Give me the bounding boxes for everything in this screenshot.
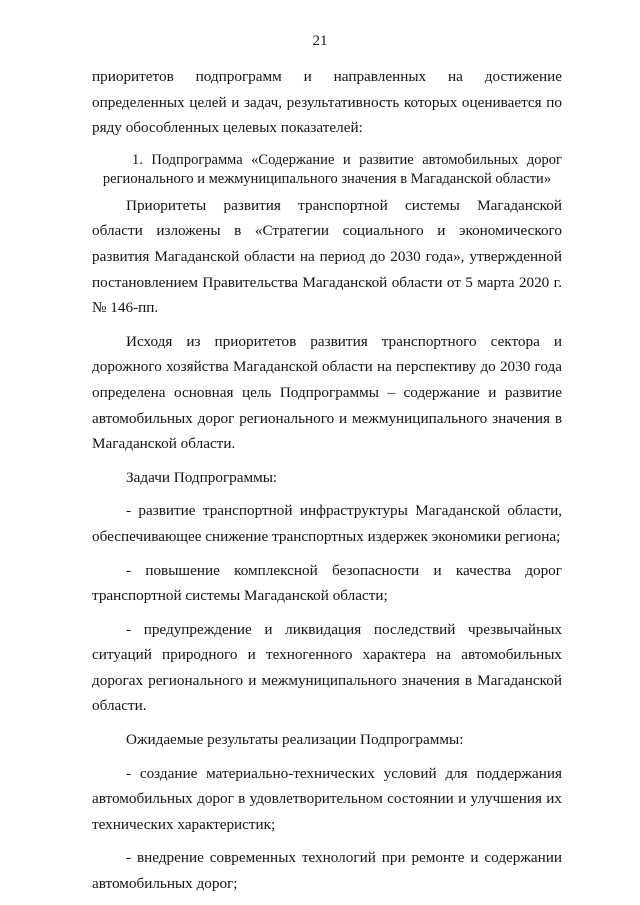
subprogram-heading-line-1: 1. Подпрограмма «Содержание и развитие автомобильных дорог [132,151,562,168]
task-item-1: - развитие транспортной инфраструктуры Магаданской области, обеспечивающее снижение транспортных издержек экономики региона; [92,502,562,545]
priorities-paragraph: Приоритеты развития транспортной системы Магаданской области изложены в «Стратегии социального и экономического развития Магаданской области на период до 2030 года», утвержденной постановлением Правительства Магаданской области от 5 марта 2020 г. № 146-пп. [92,196,562,317]
task-item-3: - предупреждение и ликвидация последствий чрезвычайных ситуаций природного и техногенного характера на автомобильных дорогах регионального и межмуниципального значения в Магаданской области. [92,620,562,715]
goal-paragraph: Исходя из приоритетов развития транспортного сектора и дорожного хозяйства Магаданской области на перспективу до 2030 года определена основная цель Подпрограммы – содержание и развитие автомобильных дорог регионального и межмуниципального значения в Магаданской области. [92,332,562,453]
result-item-1: - создание материально-технических условий для поддержания автомобильных дорог в удовлетворительном состоянии и улучшения их технических характеристик; [92,764,562,833]
subprogram-heading-line-2: регионального и межмуниципального значения в Магаданской области» [102,170,552,187]
document-body [92,64,562,897]
subprogram-heading [92,151,562,189]
task-item-2: - повышение комплексной безопасности и качества дорог транспортной системы Магаданской области; [92,561,562,605]
results-title: Ожидаемые результаты реализации Подпрограммы: [126,731,464,749]
intro-paragraph: приоритетов подпрограмм и направленных на достижение определенных целей и задач, результативность которых оценивается по ряду обособленных целевых показателей: [92,68,562,137]
tasks-title: Задачи Подпрограммы: [126,468,278,486]
result-item-2: - внедрение современных технологий при ремонте и содержании автомобильных дорог; [92,849,562,893]
page-number: 21 [312,33,328,49]
